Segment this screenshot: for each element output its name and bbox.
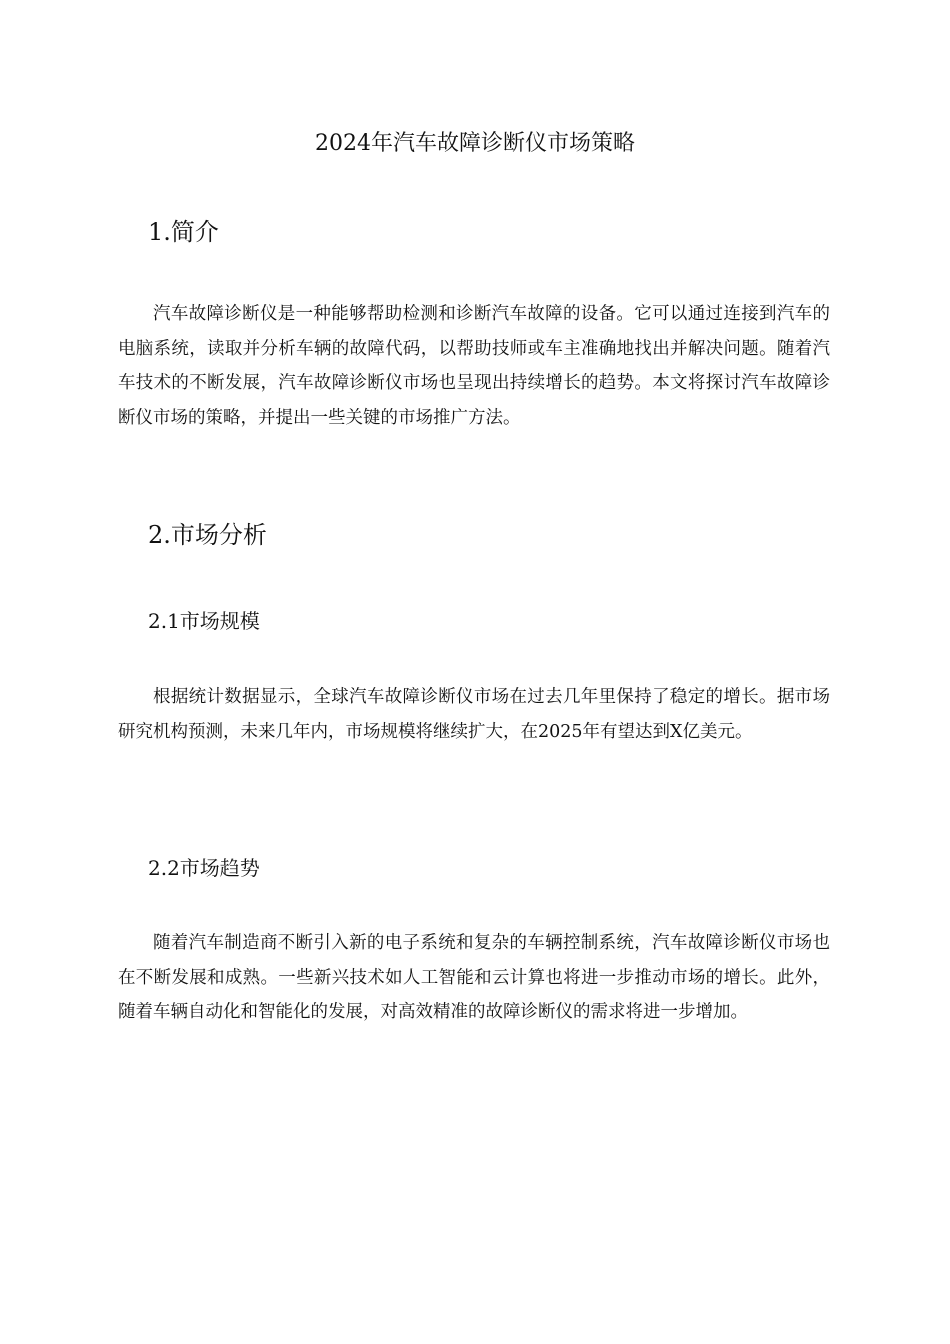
intro-paragraph: 汽车故障诊断仪是一种能够帮助检测和诊断汽车故障的设备。它可以通过连接到汽车的电脑系统，读取并分析车辆的故障代码，以帮助技师或车主准确地找出并解决问题。随着汽车技术的不断发展，汽车故障诊断仪市场也呈现出持续增长的趋势。本文将探讨汽车故障诊断仪市场的策略，并提出一些关键的市场推广方法。 [118, 304, 830, 428]
section-heading-intro: 1.简介 [148, 218, 219, 246]
market-scale-paragraph: 根据统计数据显示，全球汽车故障诊断仪市场在过去几年里保持了稳定的增长。据市场研究机构预测，未来几年内，市场规模将继续扩大，在2025年有望达到X亿美元。 [118, 687, 830, 742]
section-heading-market-analysis: 2.市场分析 [148, 521, 267, 549]
document-title: 2024年汽车故障诊断仪市场策略 [315, 131, 635, 156]
market-trend-paragraph: 随着汽车制造商不断引入新的电子系统和复杂的车辆控制系统，汽车故障诊断仪市场也在不断发展和成熟。一些新兴技术如人工智能和云计算也将进一步推动市场的增长。此外，随着车辆自动化和智能化的发展，对高效精准的故障诊断仪的需求将进一步增加。 [118, 933, 830, 1023]
subsection-heading-market-trend: 2.2市场趋势 [148, 856, 260, 880]
subsection-heading-market-scale: 2.1市场规模 [148, 609, 260, 633]
